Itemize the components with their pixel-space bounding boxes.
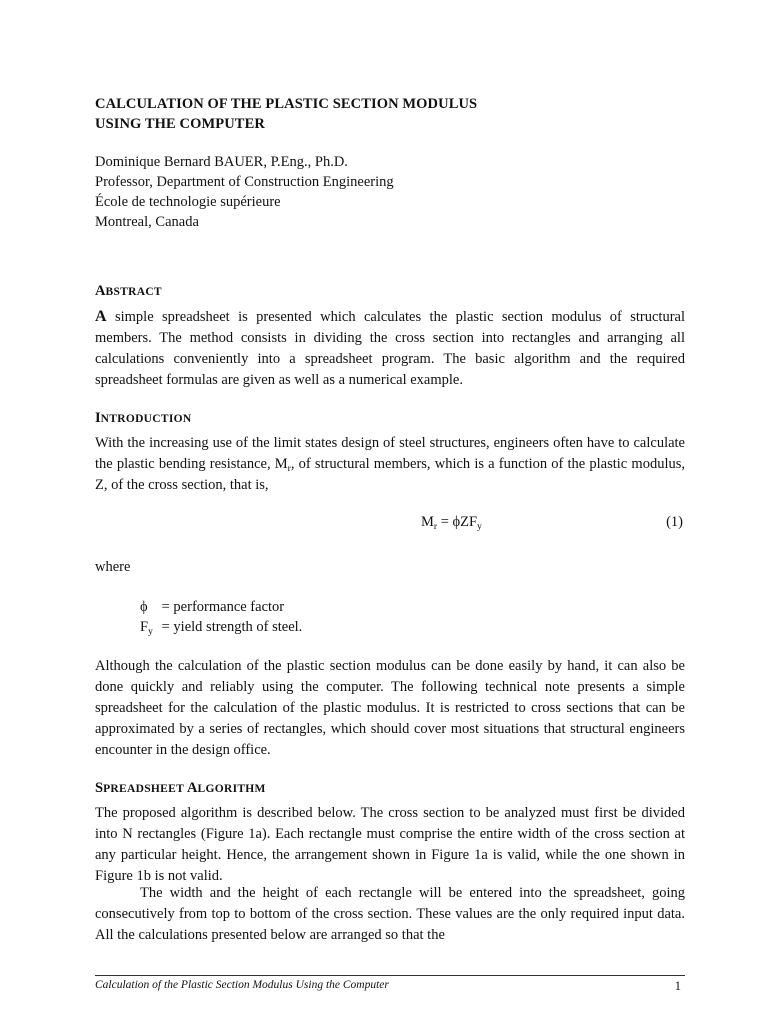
algorithm-paragraph-1: The proposed algorithm is described below. The cross section to be analyzed must first be divided into N rectangles (Figure 1a). Each rectangle must comprise the entire width of the cross section at any particular height. Hence, the arrangement shown in Figure 1a is valid, while the one shown in Figure 1b is not valid. [95, 805, 685, 884]
page-footer [95, 979, 685, 999]
definition-list [140, 597, 302, 637]
definition-item [140, 617, 302, 637]
equation-expression [421, 514, 482, 531]
author-school: École de technologie supérieure [95, 194, 281, 210]
title-line-1: CALCULATION OF THE PLASTIC SECTION MODULUS [95, 96, 478, 112]
algorithm-heading-cap-1: S [95, 780, 104, 796]
introduction-paragraph-1 [95, 433, 685, 496]
definition-text: = yield strength of steel. [161, 619, 303, 635]
abstract-heading-rest: BSTRACT [105, 286, 162, 298]
definition-symbol [140, 617, 158, 637]
algorithm-heading-rest-1: PREADSHEET [103, 783, 188, 795]
equation-rhs: = ϕZF [437, 514, 478, 530]
algorithm-heading-cap-2: A [187, 780, 198, 796]
algorithm-paragraph-2: The width and the height of each rectangle will be entered into the spreadsheet, going consecutively from top to bottom of the cross section. These values are the only required input data. All the calculations presented below are arranged so that the [95, 885, 685, 943]
algorithm-heading-rest-2: LGORITHM [197, 783, 266, 795]
definition-symbol [140, 597, 158, 617]
author-block [95, 152, 685, 232]
footer-rule [95, 975, 685, 976]
title-line-2: USING THE COMPUTER [95, 116, 265, 132]
author-position: Professor, Department of Construction Engineering [95, 174, 394, 190]
equation-lhs: M [421, 514, 434, 530]
abstract-heading-cap: A [95, 283, 106, 299]
paper-title [95, 94, 685, 134]
abstract-body: simple spreadsheet is presented which calculates the plastic section modulus of structural members. The method consists in dividing the cross section into rectangles and arranging all calculations conveniently into a spreadsheet program. The basic algorithm and the required spreadsheet formulas are given as well as a numerical example. [95, 309, 685, 388]
equation-rhs-sub: y [477, 522, 482, 532]
equation-number: (1) [666, 514, 683, 530]
definition-text: = performance factor [161, 599, 285, 615]
intro-p1-subscript: r [287, 464, 291, 474]
author-name: Dominique Bernard BAUER, P.Eng., Ph.D. [95, 154, 348, 170]
introduction-paragraph-2: Although the calculation of the plastic section modulus can be done easily by hand, it can also be done quickly and reliably using the computer. The following technical note presents a simple spreadsheet for the calculation of the plastic modulus. It is restricted to cross sections that can be approximated by a series of rectangles, which should cover most situations that structural engineers encounter in the design office. [95, 658, 685, 758]
abstract-text [95, 306, 685, 391]
abstract-heading [95, 281, 685, 302]
equation-lhs-sub: r [433, 522, 438, 532]
intro-p1-part-b: , of structural members, which is a function of the plastic modulus, Z, of the cross section, that is, [95, 456, 685, 493]
abstract-first-letter: A [95, 308, 107, 325]
equation-1 [95, 514, 685, 536]
definition-symbol-sub: y [148, 627, 153, 637]
introduction-heading-cap: I [95, 410, 101, 426]
definition-item [140, 597, 302, 617]
page-number: 1 [674, 979, 681, 993]
introduction-heading [95, 408, 685, 429]
where-label: where [95, 559, 131, 575]
introduction-heading-rest: NTRODUCTION [100, 413, 192, 425]
author-city: Montreal, Canada [95, 214, 199, 230]
definition-symbol-char: ϕ [140, 599, 148, 615]
running-title: Calculation of the Plastic Section Modulus Using the Computer [95, 979, 389, 991]
definition-symbol-char: F [140, 619, 149, 635]
intro-p1-part-a: With the increasing use of the limit states design of steel structures, engineers often have to calculate the plastic bending resistance, M [95, 435, 685, 472]
algorithm-heading [95, 778, 685, 799]
